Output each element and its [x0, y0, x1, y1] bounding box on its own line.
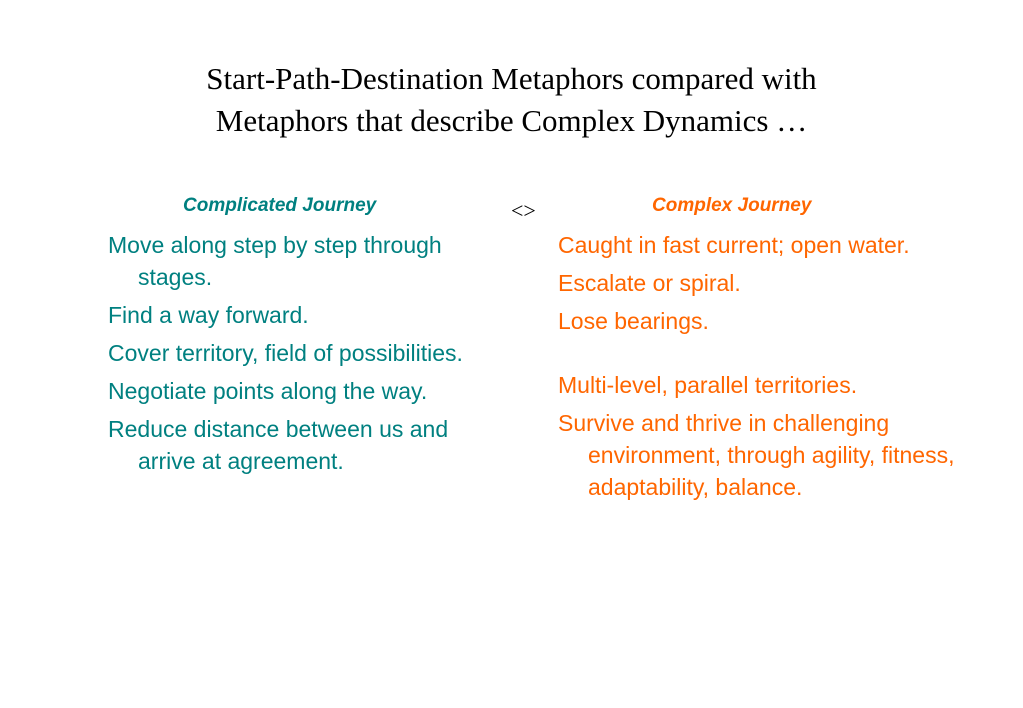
compare-symbol: <>	[511, 198, 536, 223]
slide-title-line-1: Start-Path-Destination Metaphors compared with	[206, 61, 817, 96]
list-item: Survive and thrive in challenging environment, through agility, fitness, adaptability, balance.	[558, 410, 955, 500]
complicated-journey-list	[108, 229, 493, 483]
list-item: Multi-level, parallel territories.	[558, 372, 858, 398]
complicated-journey-heading: Complicated Journey	[183, 195, 377, 216]
complex-journey-heading: Complex Journey	[652, 195, 812, 216]
list-item: Negotiate points along the way.	[108, 378, 428, 404]
list-item: Caught in fast current; open water.	[558, 232, 910, 258]
list-item: Find a way forward.	[108, 302, 309, 328]
list-item: Cover territory, field of possibilities.	[108, 340, 463, 366]
list-item: Move along step by step through stages.	[108, 232, 442, 290]
slide-title	[0, 58, 1023, 142]
list-item: Escalate or spiral.	[558, 270, 741, 296]
complex-journey-list	[558, 229, 958, 509]
slide-title-line-2: Metaphors that describe Complex Dynamics …	[215, 103, 808, 138]
list-item: Lose bearings.	[558, 308, 709, 334]
list-item: Reduce distance between us and arrive at agreement.	[108, 416, 449, 474]
